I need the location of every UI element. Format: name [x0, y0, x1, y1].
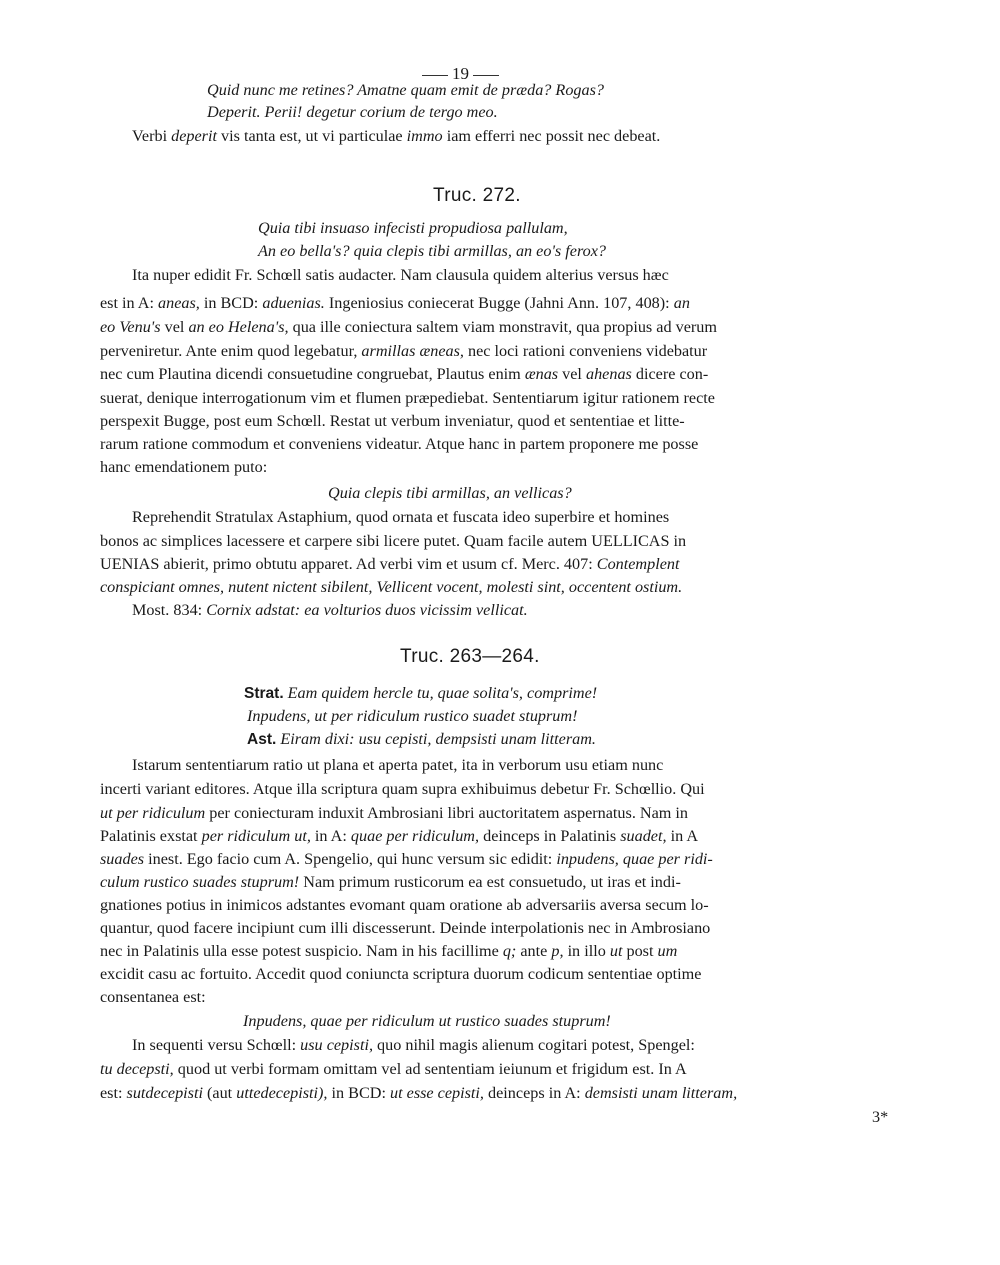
text-segment: in A — [666, 827, 699, 845]
text-segment: deinceps in A: — [483, 1084, 585, 1102]
text-line — [100, 316, 717, 338]
text-segment: Nam primum rusticorum ea est consuetudo, ut iras et indi- — [299, 873, 681, 891]
italic-text: demsisti unam litteram, — [584, 1084, 738, 1102]
italic-text: an eo Helena's, — [188, 318, 289, 336]
text-line — [100, 576, 682, 598]
text-segment: Most. 834: — [132, 601, 207, 619]
text-segment: ante — [516, 942, 552, 960]
text-line — [100, 871, 681, 893]
text-line — [100, 825, 698, 847]
italic-text: armillas æneas, — [361, 342, 464, 360]
italic-text: Inpudens, quae per ridiculum ut rustico suades stuprum! — [243, 1012, 611, 1030]
text-segment: vel — [160, 318, 189, 336]
italic-text: ahenas — [585, 365, 632, 383]
text-segment: quantur, quod facere incipiunt cum illi discesserunt. Deinde interpolationis nec in Ambrosiano — [100, 919, 711, 937]
text-segment: quod ut verbi formam omittam vel ad sententiam ieiunum et frigidum est. In A — [173, 1060, 687, 1078]
italic-text: aneas, — [158, 294, 200, 312]
italic-text: Contemplent — [596, 555, 680, 573]
italic-text: aduenias. — [262, 294, 325, 312]
text-segment: UENIAS abierit, primo obtutu apparet. Ad verbi vim et usum cf. Merc. 407: — [100, 555, 597, 573]
section-heading: Truc. 263—264. — [400, 646, 540, 667]
text-segment: Palatinis exstat — [100, 827, 202, 845]
italic-text: eo Venu's — [100, 318, 161, 336]
italic-text: ut esse cepisti, — [390, 1084, 484, 1102]
text-line — [872, 1106, 888, 1128]
text-line — [100, 363, 708, 385]
italic-text: p, — [551, 942, 564, 960]
section-heading: Truc. 272. — [433, 185, 521, 206]
text-segment: Verbi — [132, 127, 172, 145]
italic-text: uttedecepisti), — [236, 1084, 328, 1102]
speaker-label: Strat. — [244, 685, 284, 702]
text-line — [132, 599, 528, 621]
italic-text: sutdecepisti — [126, 1084, 203, 1102]
italic-text: Deperit. Perii! degetur corium de tergo meo. — [207, 103, 498, 121]
text-line — [328, 482, 572, 504]
text-line — [100, 1082, 737, 1104]
text-line — [243, 1010, 611, 1032]
text-segment: iam efferri nec possit nec debeat. — [442, 127, 661, 145]
text-segment: est: — [100, 1084, 127, 1102]
text-line — [100, 802, 688, 824]
text-line — [100, 778, 705, 800]
text-segment: Ingeniosius coniecerat Bugge (Jahni Ann. 107, 408): — [324, 294, 674, 312]
text-segment: vis tanta est, ut vi particulae — [216, 127, 407, 145]
italic-text: ut — [609, 942, 623, 960]
text-segment: excidit casu ac fortuito. Accedit quod coniuncta scriptura duorum codicum sententiae optime — [100, 965, 702, 983]
italic-text: culum rustico suades stuprum! — [100, 873, 300, 891]
text-line — [258, 217, 568, 239]
italic-text: q; — [502, 942, 517, 960]
text-segment: est in A: — [100, 294, 159, 312]
text-segment: in BCD: — [327, 1084, 390, 1102]
text-segment: perveniretur. Ante enim quod legebatur, — [100, 342, 362, 360]
text-line — [100, 456, 267, 478]
text-segment: 3* — [872, 1108, 889, 1126]
italic-text: an — [673, 294, 690, 312]
text-line — [100, 1058, 687, 1080]
text-line — [132, 506, 669, 528]
text-segment: deinceps in Palatinis — [479, 827, 621, 845]
ornament-left — [422, 75, 448, 76]
text-segment: Istarum sententiarum ratio ut plana et aperta patet, ita in verborum usu etiam nunc — [132, 756, 664, 774]
text-line — [207, 101, 498, 123]
italic-text: ut per ridiculum — [100, 804, 206, 822]
page-number: 19 — [452, 64, 469, 83]
text-segment: inest. Ego facio cum A. Spengelio, qui hunc versum sic edidit: — [144, 850, 557, 868]
italic-text: per ridiculum ut, — [201, 827, 311, 845]
italic-text: deperit — [171, 127, 217, 145]
text-segment: per coniecturam induxit Ambrosiani libri auctoritatem aspernatus. Nam in — [205, 804, 689, 822]
text-line — [100, 963, 701, 985]
text-line — [247, 728, 596, 751]
italic-text: ænas — [524, 365, 559, 383]
italic-text: suadet, — [620, 827, 667, 845]
text-line — [207, 79, 604, 101]
italic-text: suades — [100, 850, 145, 868]
text-line — [100, 410, 685, 432]
italic-text: Inpudens, ut per ridiculum rustico suadet stuprum! — [247, 707, 578, 725]
text-segment: post — [622, 942, 658, 960]
italic-text: usu cepisti, — [300, 1036, 373, 1054]
italic-text: Eam quidem hercle tu, quae solita's, comprime! — [283, 684, 598, 702]
text-segment: rarum ratione commodum et conveniens videatur. Atque hanc in partem proponere me posse — [100, 435, 699, 453]
italic-text: Quia clepis tibi armillas, an vellicas? — [328, 484, 572, 502]
text-line — [132, 754, 663, 776]
text-segment: in BCD: — [199, 294, 263, 312]
italic-text: inpudens, quae per ridi- — [556, 850, 713, 868]
text-line — [100, 433, 698, 455]
text-line — [132, 1034, 695, 1056]
text-segment: suerat, denique interrogationum vim et flumen præpediebat. Sententiarum igitur rationem recte — [100, 389, 715, 407]
text-line — [100, 986, 206, 1008]
text-segment: Reprehendit Stratulax Astaphium, quod ornata et fuscata ideo superbire et homines — [132, 508, 670, 526]
speaker-label: Ast. — [247, 731, 277, 748]
ornament-right — [473, 75, 499, 76]
text-segment: incerti variant editores. Atque illa scriptura quam supra exhibuimus debetur Fr. Schœllio. Qui — [100, 780, 705, 798]
italic-text: quae per ridiculum, — [350, 827, 480, 845]
text-segment: qua ille coniectura saltem viam monstravit, qua propius ad verum — [288, 318, 717, 336]
text-line — [100, 340, 707, 362]
text-segment: In sequenti versu Schœll: — [132, 1036, 301, 1054]
text-line — [100, 848, 713, 870]
text-segment: vel — [558, 365, 586, 383]
text-segment: (aut — [202, 1084, 237, 1102]
text-line — [100, 917, 710, 939]
text-segment: perspexit Bugge, post eum Schœll. Restat ut verbum inveniatur, quod et sententiae et litte- — [100, 412, 685, 430]
text-segment: nec loci rationi conveniens videbatur — [463, 342, 708, 360]
text-segment: nec in Palatinis ulla esse potest suspicio. Nam in his facillime — [100, 942, 503, 960]
italic-text: Cornix adstat: ea volturios duos vicissim vellicat. — [206, 601, 528, 619]
italic-text: Quid nunc me retines? Amatne quam emit de præda? Rogas? — [207, 81, 604, 99]
text-segment: hanc emendationem puto: — [100, 458, 268, 476]
italic-text: An eo bella's? quia clepis tibi armillas, an eo's ferox? — [258, 242, 607, 260]
text-segment: quo nihil magis alienum cogitari potest, Spengel: — [373, 1036, 695, 1054]
italic-text: Quia tibi insuaso infecisti propudiosa pallulam, — [258, 219, 568, 237]
text-line — [100, 530, 686, 552]
text-line — [100, 292, 690, 314]
text-segment: Ita nuper edidit Fr. Schœll satis audacter. Nam clausula quidem alterius versus hæc — [132, 266, 669, 284]
text-segment: bonos ac simplices lacessere et carpere sibi licere putet. Quam facile autem UELLICAS in — [100, 532, 687, 550]
text-line — [100, 387, 715, 409]
italic-text: um — [657, 942, 678, 960]
italic-text: tu decepsti, — [100, 1060, 174, 1078]
text-line — [132, 125, 660, 147]
text-segment: in illo — [563, 942, 610, 960]
text-line — [100, 553, 680, 575]
text-line — [258, 240, 606, 262]
text-segment: gnationes potius in inimicos adstantes evomant quam oratione ab adversariis aversa secum lo- — [100, 896, 709, 914]
italic-text: conspiciant omnes, nutent nictent sibilent, Vellicent vocent, molesti sint, occentent ostium. — [100, 578, 683, 596]
text-line — [247, 705, 577, 727]
text-segment: consentanea est: — [100, 988, 206, 1006]
italic-text: immo — [406, 127, 443, 145]
text-line — [132, 264, 669, 286]
text-line — [244, 682, 597, 705]
text-segment: dicere con- — [631, 365, 709, 383]
text-line — [100, 940, 677, 962]
text-segment: nec cum Plautina dicendi consuetudine congruebat, Plautus enim — [100, 365, 525, 383]
italic-text: Eiram dixi: usu cepisti, dempsisti unam litteram. — [276, 730, 596, 748]
text-segment: in A: — [310, 827, 351, 845]
text-line — [100, 894, 709, 916]
